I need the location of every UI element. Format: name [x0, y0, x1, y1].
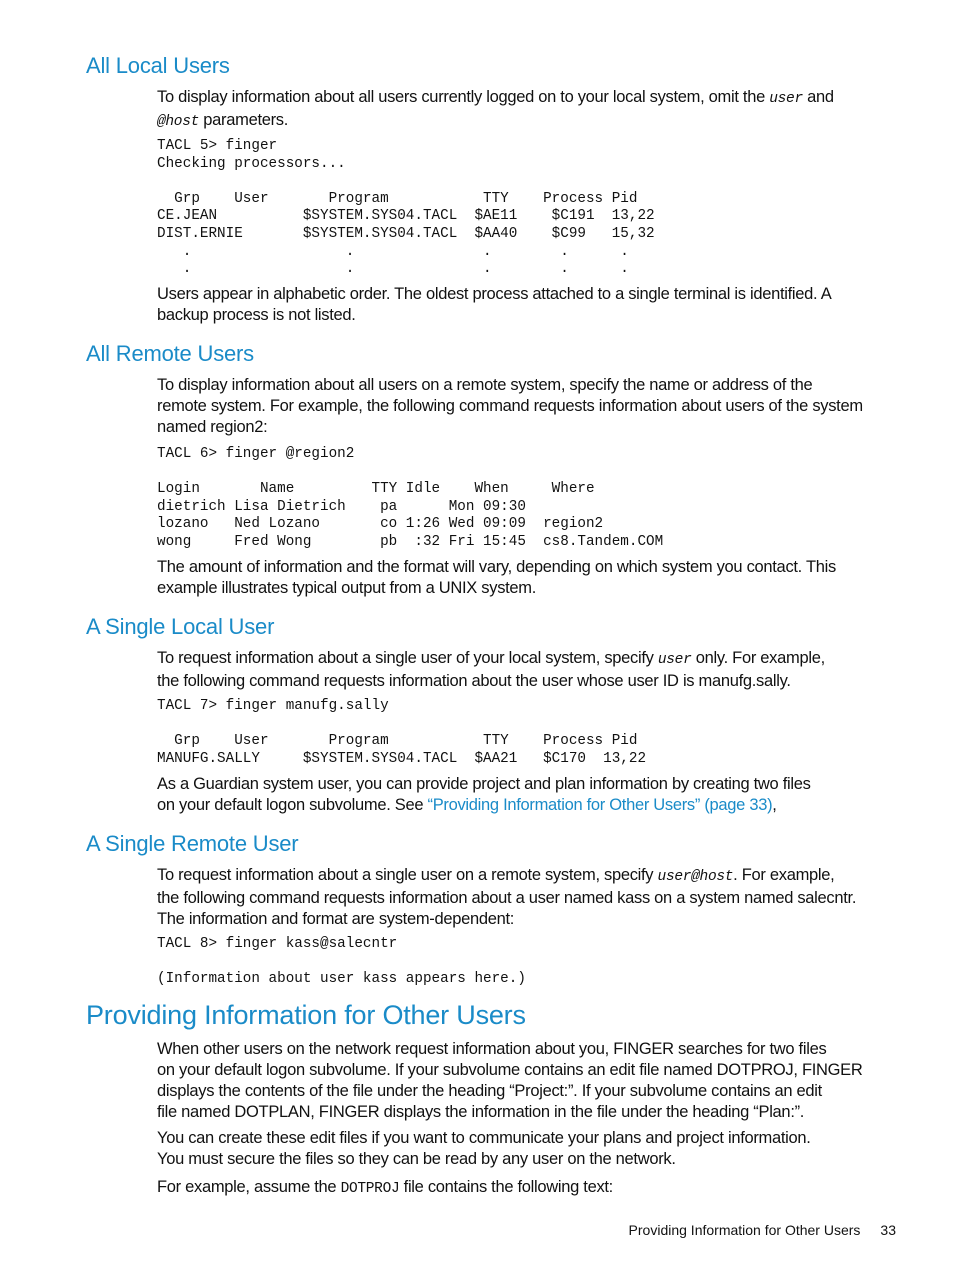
- section-heading-single-remote-user: A Single Remote User: [86, 831, 299, 856]
- code-example-finger: TACL 5> finger Checking processors... Grp User Program TTY Process Pid CE.JEAN $SYSTEM.SYS04.TACL $AE11 $C191 13,22 DIST.ERNIE $SYSTEM.SYS04.TACL $AA40 $C99 15,32 . . . . . . . . . .: [157, 138, 655, 278]
- single-remote-intro: To request information about a single user on a remote system, specify user@host. For example, the following command requests information about a user named kass on a system named salecntr. The information and format are system-dependent:: [157, 866, 857, 928]
- code-example-finger-region2: TACL 6> finger @region2 Login Name TTY Idle When Where dietrich Lisa Dietrich pa Mon 09:30 lozano Ned Lozano co 1:26 Wed 09:09 region2 wong Fred Wong pb :32 Fri 15:45 cs8.Tandem.COM: [157, 446, 664, 550]
- code-example-finger-kass: TACL 8> finger kass@salecntr (Information about user kass appears here.): [157, 936, 526, 988]
- providing-paragraph-3: For example, assume the DOTPROJ file contains the following text:: [157, 1178, 613, 1197]
- cross-reference-link[interactable]: “Providing Information for Other Users” (page 33): [427, 796, 773, 814]
- all-remote-note: The amount of information and the format will vary, depending on which system you contact. This example illustrates typical output from a UNIX system.: [157, 558, 836, 597]
- section-heading-all-remote-users: All Remote Users: [86, 341, 254, 366]
- all-local-note: Users appear in alphabetic order. The oldest process attached to a single terminal is identified. A backup process is not listed.: [157, 285, 832, 324]
- all-remote-intro: To display information about all users on a remote system, specify the name or address of the remote system. For example, the following command requests information about users of the system named region2:: [157, 376, 863, 436]
- user-host-param: user@host: [657, 869, 734, 885]
- all-local-intro: To display information about all users currently logged on to your local system, omit the user and @host parameters.: [157, 88, 834, 130]
- single-local-intro: To request information about a single user of your local system, specify user only. For example, the following command requests information about the user whose user ID is manufg.sally.: [157, 649, 825, 690]
- providing-paragraph-1: When other users on the network request information about you, FINGER searches for two files on your default logon subvolume. If your subvolume contains an edit file named DOTPROJ, FINGER displays the contents of the file under the heading “Project:”. If your subvolume contains an edit file named DOTPLAN, FINGER displays the information in the file under the heading “Plan:”.: [157, 1040, 863, 1121]
- user-param: user: [657, 652, 692, 668]
- host-param: @host: [157, 114, 200, 130]
- page-footer: [629, 1222, 896, 1238]
- single-local-note: As a Guardian system user, you can provide project and plan information by creating two files on your default logon subvolume. See “Providing Information for Other Users” (page 33),: [157, 775, 811, 814]
- dotproj-filename: DOTPROJ: [340, 1181, 400, 1197]
- user-param: user: [769, 91, 803, 107]
- section-heading-all-local-users: All Local Users: [86, 53, 230, 78]
- page-title-providing-information: Providing Information for Other Users: [86, 1000, 526, 1030]
- section-heading-single-local-user: A Single Local User: [86, 614, 275, 639]
- page-number: 33: [880, 1222, 896, 1238]
- code-example-finger-manufg: TACL 7> finger manufg.sally Grp User Program TTY Process Pid MANUFG.SALLY $SYSTEM.SYS04.TACL $AA21 $C170 13,22: [157, 698, 647, 767]
- footer-title: Providing Information for Other Users: [628, 1222, 861, 1238]
- providing-paragraph-2: You can create these edit files if you want to communicate your plans and project information. You must secure the files so they can be read by any user on the network.: [157, 1129, 811, 1168]
